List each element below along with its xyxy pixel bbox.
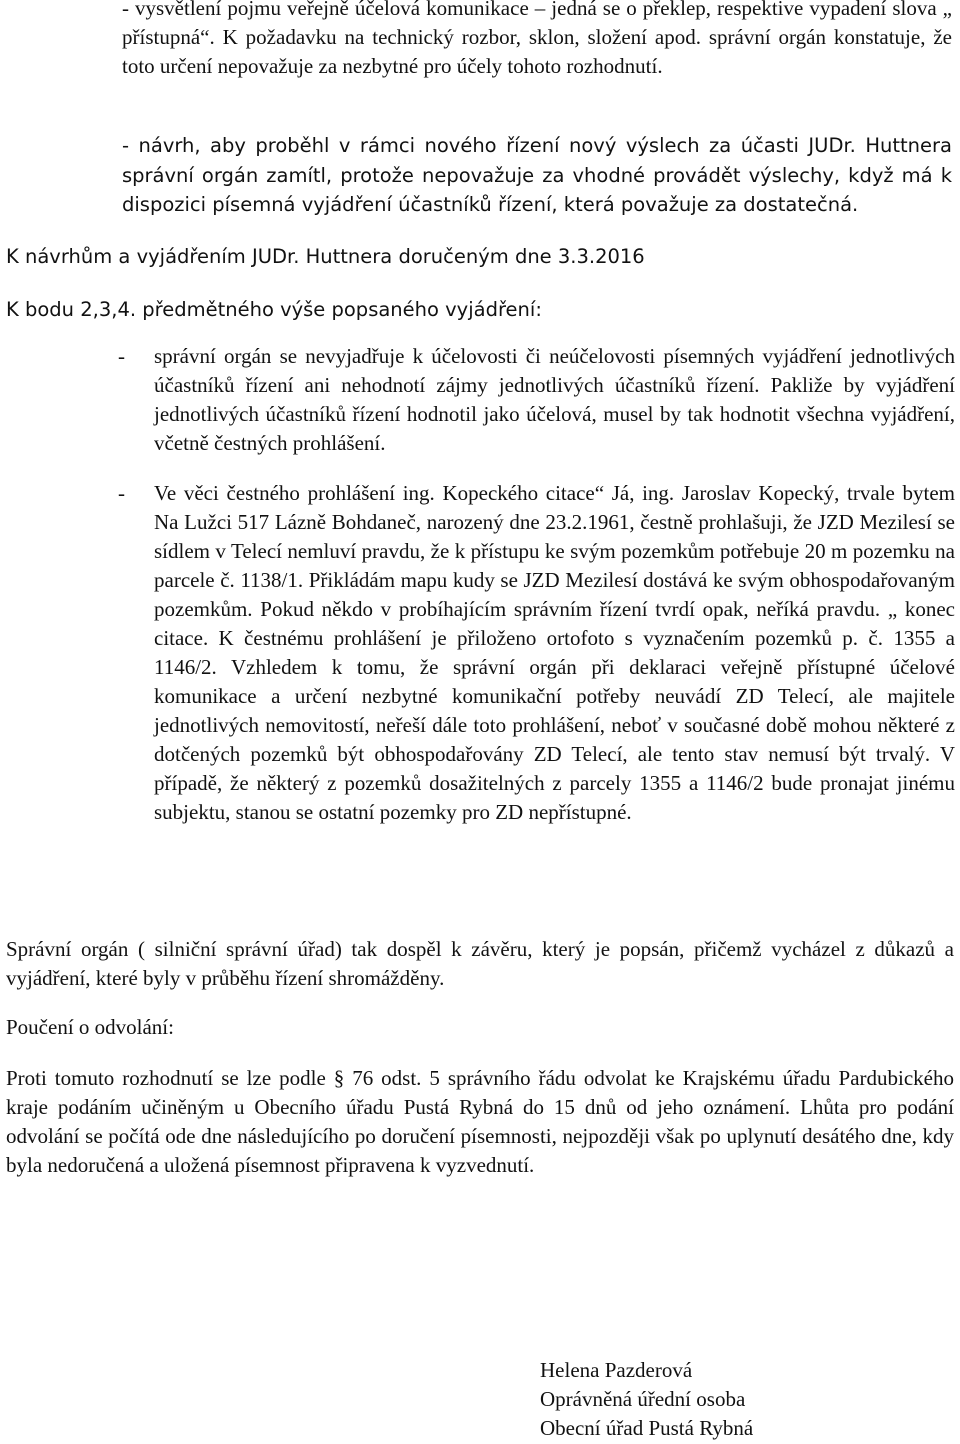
signature-name: Helena Pazderová xyxy=(540,1358,693,1382)
paragraph-hearing-proposal: - návrh, aby proběhl v rámci nového řízení nový výslech za účasti JUDr. Huttnera správní orgán zamítl, protože nepovažuje za vhodné provádět výslechy, když má k dispozici písemná vyjádření účastníků řízení, která považuje za dostatečná. xyxy=(122,134,952,216)
list-item-purposefulness: správní orgán se nevyjadřuje k účelovosti či neúčelovosti písemných vyjádření jednotlivých účastníků řízení ani nehodnotí zájmy jednotlivých účastníků řízení. Pakliže by vyjádření jednotlivých účastníků řízení hodnotil jako účelová, musel by tak hodnotit všechna vyjádření, včetně čestných prohlášení. xyxy=(154,344,955,455)
paragraph-points-heading: K bodu 2,3,4. předmětného výše popsaného vyjádření: xyxy=(6,298,542,321)
paragraph-conclusion: Správní orgán ( silniční správní úřad) tak dospěl k závěru, který je popsán, přičemž vycházel z důkazů a vyjádření, které byly v průběhu řízení shromážděny. xyxy=(6,937,954,990)
appeal-text: Proti tomuto rozhodnutí se lze podle § 76 odst. 5 správního řádu odvolat ke Krajskému úřadu Pardubického kraje podáním učiněným u Obecního úřadu Pustá Rybná do 15 dnů od jeho oznámení. Lhůta pro podání odvolání se počítá ode dne následujícího po doručení písemnosti, nejpozději však po uplynutí desátého dne, kdy byla nedoručená a uložená písemnost připravena k vyzvednutí. xyxy=(6,1066,954,1177)
paragraph-purpose-road: - vysvětlení pojmu veřejně účelová komunikace – jedná se o překlep, respektive vypadení slova „ přístupná“. K požadavku na technický rozbor, sklon, složení apod. správní orgán konstatuje, že toto určení nepovažuje za nezbytné pro účely tohoto rozhodnutí. xyxy=(122,0,952,78)
signature-block xyxy=(540,1356,940,1443)
list-dash-2: - xyxy=(118,481,125,505)
signature-role: Oprávněná úřední osoba xyxy=(540,1387,746,1411)
list-item-declaration: Ve věci čestného prohlášení ing. Kopeckého citace“ Já, ing. Jaroslav Kopecký, trvale bytem Na Lužci 517 Lázně Bohdaneč, narozený dne 23.2.1961, čestně prohlašuji, že JZD Mezilesí se sídlem v Telecí nemluví pravdu, že k přístupu ke svým pozemkům potřebuje 20 m pozemku na parcele č. 1138/1. Přikládám mapu kudy se JZD Mezilesí dostává ke svým obhospodařovaným pozemkům. Pokud někdo v probíhajícím správním řízení tvrdí opak, neříká pravdu. „ konec citace. K čestnému prohlášení je přiloženo ortofoto s vyznačením pozemků p. č. 1355 a 1146/2. Vzhledem k tomu, že správní orgán při deklaraci veřejně přístupné účelové komunikace a určení nezbytné komunikační potřeby neuvádí ZD Telecí, ale majitele jednotlivých nemovitostí, neřeší dále toto prohlášení, neboť v současné době mohou některé z dotčených pozemků být obhospodařovány ZD Telecí, ale tento stav nemusí být trvalý. V případě, že některý z pozemků dosažitelných z parcely 1355 a 1146/2 bude pronajat jinému subjektu, stanou se ostatní pozemky pro ZD nepřístupné. xyxy=(154,481,955,824)
list-dash-1: - xyxy=(118,344,125,368)
signature-office: Obecní úřad Pustá Rybná xyxy=(540,1416,754,1440)
appeal-heading: Poučení o odvolání: xyxy=(6,1015,174,1039)
paragraph-huttner-heading: K návrhům a vyjádřením JUDr. Huttnera doručeným dne 3.3.2016 xyxy=(6,245,645,268)
